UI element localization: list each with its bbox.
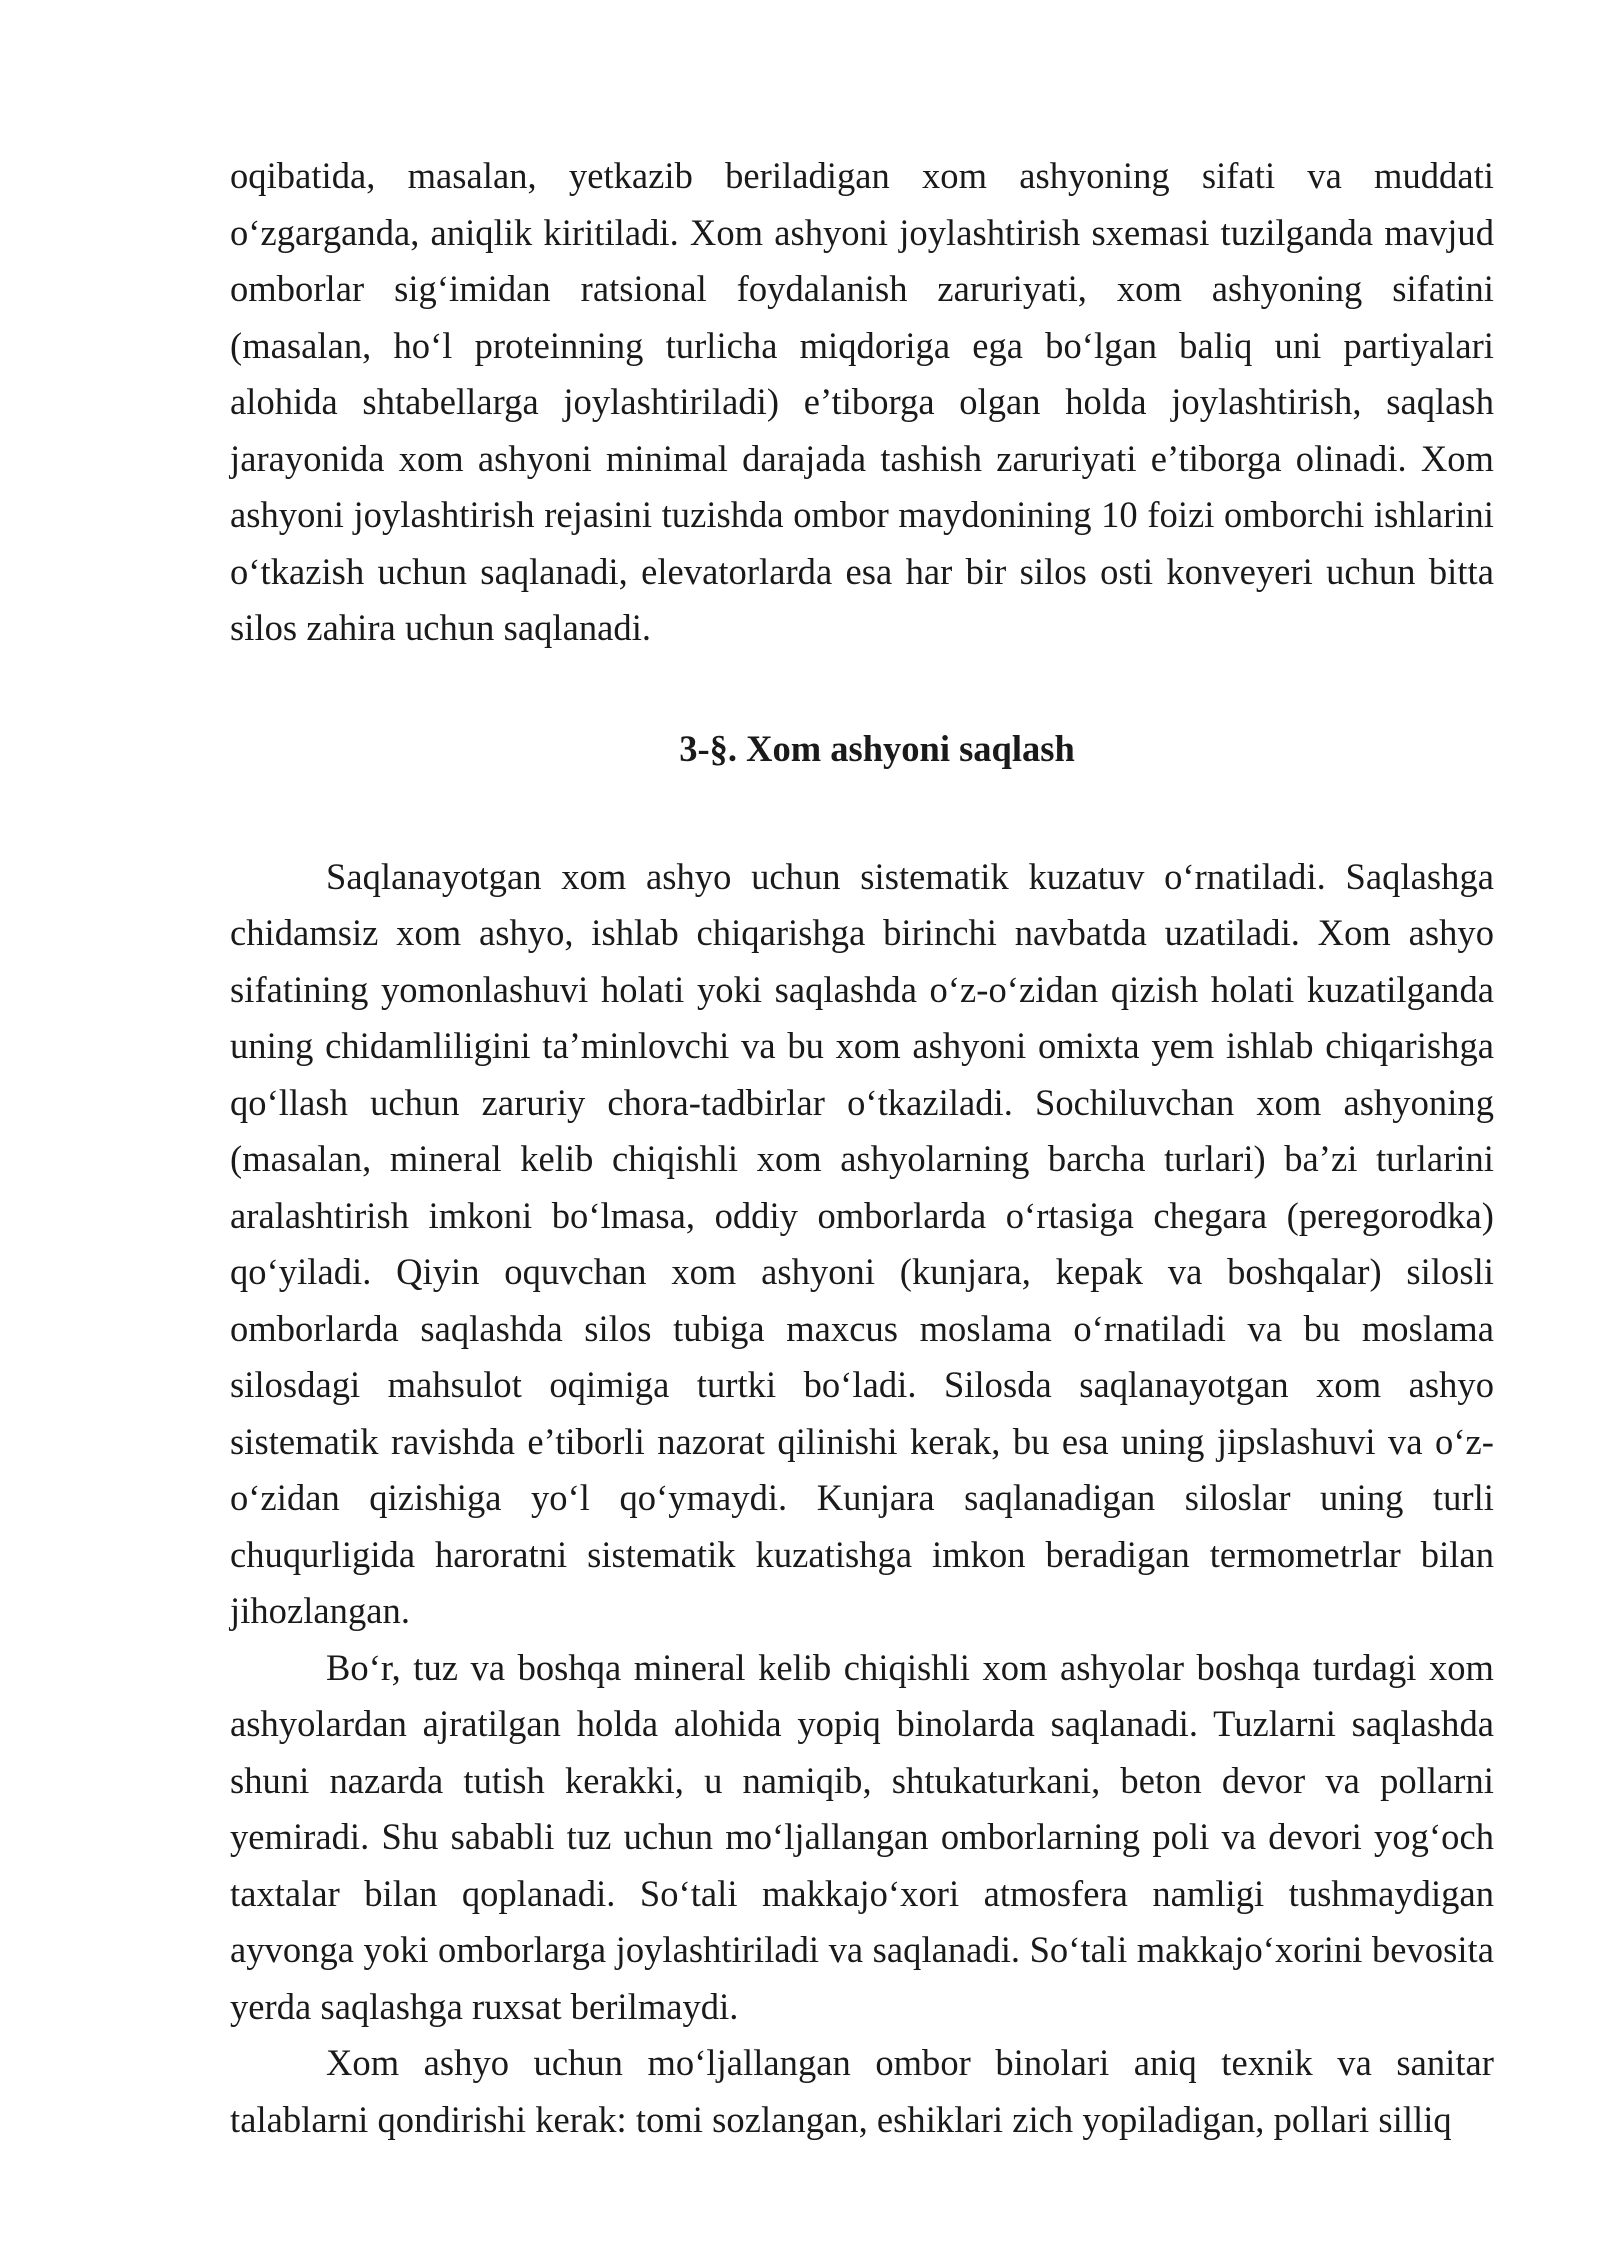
paragraph-intro: oqibatida, masalan, yetkazib beriladigan xom ashyoning sifati va muddati o‘zgarganda, aniqlik kiritiladi. Xom ashyoni joylashtirish sxemasi tuzilganda mavjud omborlar sig‘imidan ratsional foydalanish zaruriyati, xom ashyoning sifatini (masalan, ho‘l proteinning turlicha miqdoriga ega bo‘lgan baliq uni partiyalari alohida shtabellarga joylashtiriladi) e’tiborga olgan holda joylashtirish, saqlash jarayonida xom ashyoni minimal darajada tashish zaruriyati e’tiborga olinadi. Xom ashyoni joylashtirish rejasini tuzishda ombor maydonining 10 foizi omborchi ishlarini o‘tkazish uchun saqlanadi, elevatorlarda esa har bir silos osti konveyeri uchun bitta silos zahira uchun saqlanadi. xyxy=(230,155,1494,648)
section-heading: 3-§. Xom ashyoni saqlash xyxy=(679,727,1075,769)
paragraph-mineral-storage: Bo‘r, tuz va boshqa mineral kelib chiqishli xom ashyolar boshqa turdagi xom ashyolardan ajratilgan holda alohida yopiq binolarda saqlanadi. Tuzlarni saqlashda shuni nazarda tutish kerakki, u namiqib, shtukaturkani, beton devor va pollarni yemiradi. Shu sababli tuz uchun mo‘ljallangan omborlarning poli va devori yog‘och taxtalar bilan qoplanadi. So‘tali makkajo‘xori atmosfera namligi tushmaydigan ayvonga yoki omborlarga joylashtiriladi va saqlanadi. So‘tali makkajo‘xorini bevosita yerda saqlashga ruxsat berilmaydi. xyxy=(230,1646,1494,2027)
document-page xyxy=(230,148,1494,2148)
paragraph-warehouse-requirements: Xom ashyo uchun mo‘ljallangan ombor binolari aniq texnik va sanitar talablarni qondirishi kerak: tomi sozlangan, eshiklari zich yopiladigan, pollari silliq xyxy=(230,2042,1494,2140)
paragraph-storage-monitoring: Saqlanayotgan xom ashyo uchun sistematik kuzatuv o‘rnatiladi. Saqlashga chidamsiz xom ashyo, ishlab chiqarishga birinchi navbatda uzatiladi. Xom ashyo sifatining yomonlashuvi holati yoki saqlashda o‘z-o‘zidan qizish holati kuzatilganda uning chidamliligini ta’minlovchi va bu xom ashyoni omixta yem ishlab chiqarishga qo‘llash uchun zaruriy chora-tadbirlar o‘tkaziladi. Sochiluvchan xom ashyoning (masalan, mineral kelib chiqishli xom ashyolarning barcha turlari) ba’zi turlarini aralashtirish imkoni bo‘lmasa, oddiy omborlarda o‘rtasiga chegara (peregorodka) qo‘yiladi. Qiyin oquvchan xom ashyoni (kunjara, kepak va boshqalar) silosli omborlarda saqlashda silos tubiga maxcus moslama o‘rnatiladi va bu moslama silosdagi mahsulot oqimiga turtki bo‘ladi. Silosda saqlanayotgan xom ashyo sistematik ravishda e’tiborli nazorat qilinishi kerak, bu esa uning jipslashuvi va o‘z-o‘zidan qizishiga yo‘l qo‘ymaydi. Kunjara saqlanadigan siloslar uning turli chuqurligida haroratni sistematik kuzatishga imkon beradigan termometrlar bilan jihozlangan. xyxy=(230,855,1494,1631)
